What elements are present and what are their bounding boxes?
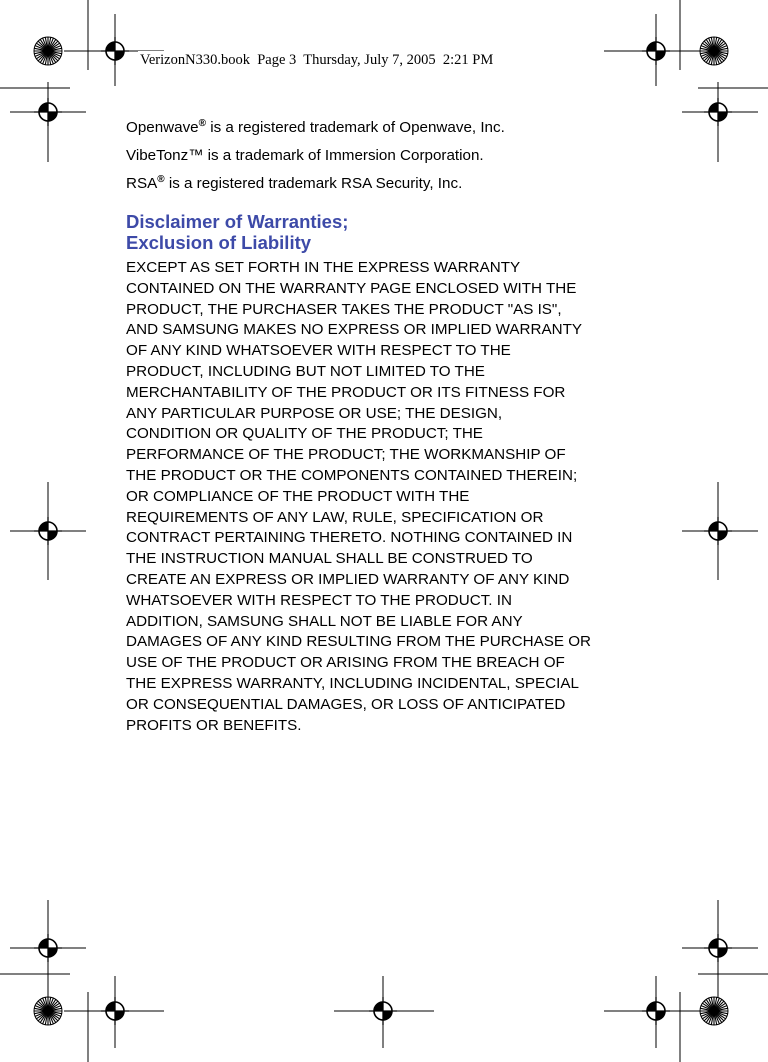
body-line: OR CONSEQUENTIAL DAMAGES, OR LOSS OF ANTICIPATED [126,695,566,713]
body-line: WHATSOEVER WITH RESPECT TO THE PRODUCT. IN [126,591,512,609]
body-line: EXCEPT AS SET FORTH IN THE EXPRESS WARRANTY [126,259,521,276]
body-line: AND SAMSUNG MAKES NO EXPRESS OR IMPLIED WARRANTY [126,321,582,339]
body-line: ADDITION, SAMSUNG SHALL NOT BE LIABLE FOR ANY [126,612,523,630]
body-line: USE OF THE PRODUCT OR ARISING FROM THE BREACH OF [126,654,565,672]
body-line: OF ANY KIND WHATSOEVER WITH RESPECT TO THE [126,342,511,360]
trademark-openwave: Openwave® is a registered trademark of Openwave, Inc. [126,118,505,136]
body-line: THE INSTRUCTION MANUAL SHALL BE CONSTRUED TO [126,550,533,568]
body-line: REQUIREMENTS OF ANY LAW, RULE, SPECIFICATION OR [126,508,544,526]
page-content [126,118,646,736]
trademark-rsa: RSA® is a registered trademark RSA Security, Inc. [126,174,463,192]
disclaimer-heading: Disclaimer of Warranties; Exclusion of Liability [126,211,349,253]
body-line: OR COMPLIANCE OF THE PRODUCT WITH THE [126,487,470,505]
body-line: MERCHANTABILITY OF THE PRODUCT OR ITS FITNESS FOR [126,383,566,401]
body-line: PRODUCT, INCLUDING BUT NOT LIMITED TO THE [126,362,485,380]
slug-line: VerizonN330.book Page 3 Thursday, July 7, 2005 2:21 PM [140,52,494,68]
body-line: ANY PARTICULAR PURPOSE OR USE; THE DESIGN, [126,404,503,422]
trademark-vibetonz: VibeTonz™ is a trademark of Immersion Corporation. [126,147,484,164]
body-line: DAMAGES OF ANY KIND RESULTING FROM THE PURCHASE OR [126,633,591,651]
body-line: PROFITS OR BENEFITS. [126,716,302,734]
body-line: PRODUCT, THE PURCHASER TAKES THE PRODUCT "AS IS", [126,300,562,318]
body-line: CREATE AN EXPRESS OR IMPLIED WARRANTY OF ANY KIND [126,570,570,588]
body-line: THE EXPRESS WARRANTY, INCLUDING INCIDENTAL, SPECIAL [126,674,579,692]
body-line: CONTRACT PERTAINING THERETO. NOTHING CONTAINED IN [126,529,573,547]
body-line: THE PRODUCT OR THE COMPONENTS CONTAINED THEREIN; [126,466,578,484]
trademark-notices [126,118,646,194]
body-line: CONTAINED ON THE WARRANTY PAGE ENCLOSED WITH THE [126,279,577,297]
disclaimer-body [126,258,646,736]
body-line: PERFORMANCE OF THE PRODUCT; THE WORKMANSHIP OF [126,446,566,464]
body-line: CONDITION OR QUALITY OF THE PRODUCT; THE [126,425,483,443]
